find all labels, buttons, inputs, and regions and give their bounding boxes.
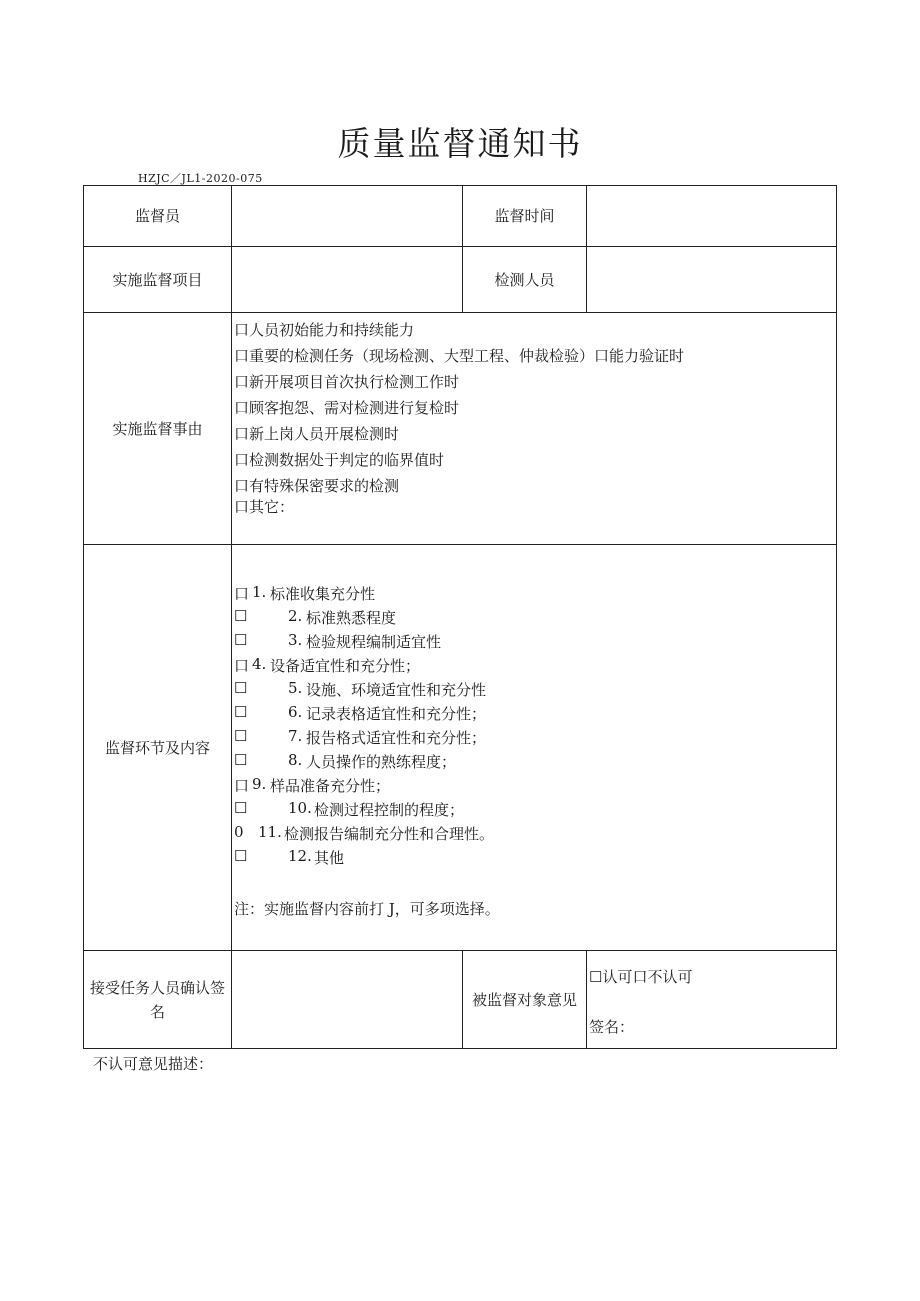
reason-option[interactable]: 口有特殊保密要求的检测 [234,477,400,495]
content-item-text: 标准收集充分性 [270,585,376,603]
content-item[interactable] [234,823,634,845]
content-item[interactable] [234,655,634,677]
content-item-text: 标准熟悉程度 [306,609,397,627]
content-item-number: 5. [288,679,303,697]
confirm-signature-label [84,951,231,1048]
checkbox-icon[interactable]: 口 [234,777,250,795]
checkbox-icon[interactable]: ☐ [234,799,248,817]
reason-option[interactable]: 口检测数据处于判定的临界值时 [234,451,445,469]
supervision-time-field[interactable] [587,186,836,246]
reason-option[interactable]: 口新上岗人员开展检测时 [234,425,400,443]
content-item-number: 4. [252,655,267,673]
content-item[interactable] [234,703,634,725]
checkbox-icon[interactable]: ☐ [234,631,248,649]
checkbox-icon[interactable]: 0 [234,823,244,841]
checkbox-icon[interactable]: ☐ [234,847,248,865]
content-item-number: 7. [288,727,303,745]
content-label: 监督环节及内容 [104,738,210,757]
content-item[interactable] [234,631,634,653]
document-code: HZJC／JL1-2020-075 [138,172,263,185]
disapproval-description-label: 不认可意见描述： [93,1055,214,1073]
reason-option[interactable]: 口顾客抱怨、需对检测进行复检时 [234,399,460,417]
confirm-signature-label-line2: 名 [149,1002,165,1021]
content-item-number: 3. [288,631,303,649]
content-item-text: 报告格式适宜性和充分性； [306,729,487,747]
reason-option[interactable]: 口人员初始能力和持续能力 [234,321,415,339]
content-item[interactable] [234,847,634,869]
supervision-time-label: 监督时间 [494,207,555,225]
content-item[interactable] [234,799,634,821]
signature-label: 签名： [589,1018,635,1036]
content-item-text: 人员操作的熟练程度； [306,753,457,771]
content-item-number: 12. [288,847,312,865]
content-item[interactable] [234,607,634,629]
checkbox-icon[interactable]: ☐ [234,607,248,625]
checkbox-icon[interactable]: ☐ [234,703,248,721]
confirm-signature-label-line1: 接受任务人员确认签 [89,978,225,997]
inspector-label: 检测人员 [494,270,555,289]
reason-option[interactable]: 口新开展项目首次执行检测工作时 [234,373,460,391]
opinion-label: 被监督对象意见 [471,990,577,1009]
project-label: 实施监督项目 [112,270,203,289]
confirm-signature-field[interactable] [232,951,462,1048]
checkbox-icon[interactable]: ☐ [234,727,248,745]
content-item-number: 10. [288,799,312,817]
content-item-number: 11. [258,823,282,841]
project-field[interactable] [232,247,462,312]
checkbox-icon[interactable]: ☐ [234,679,248,697]
content-item[interactable] [234,679,634,701]
content-item-text: 检验规程编制适宜性 [306,633,442,651]
content-item[interactable] [234,751,634,773]
content-item-text: 其他 [314,849,345,867]
content-item-text: 设备适宜性和充分性； [270,657,421,675]
checkbox-icon[interactable]: ☐ [234,751,248,769]
opinion-options[interactable]: ☐认可口不认可 [589,968,693,986]
checkbox-icon[interactable]: 口 [234,585,250,603]
content-item-number: 6. [288,703,303,721]
reason-label: 实施监督事由 [112,419,203,438]
content-item-number: 9. [252,775,267,793]
content-item-text: 检测过程控制的程度； [314,801,465,819]
inspector-field[interactable] [587,247,836,312]
supervisor-field[interactable] [232,186,462,246]
content-item[interactable] [234,583,634,605]
reason-option[interactable]: 口其它： [234,498,295,516]
content-item-text: 设施、环境适宜性和充分性 [306,681,487,699]
content-item-text: 记录表格适宜性和充分性； [306,705,487,723]
supervisor-label: 监督员 [134,207,180,225]
content-item-text: 样品准备充分性； [270,777,391,795]
selection-note: 注：实施监督内容前打 J，可多项选择。 [234,900,500,918]
content-item-text: 检测报告编制充分性和合理性。 [284,825,495,843]
content-item-number: 8. [288,751,303,769]
document-title: 质量监督通知书 [337,124,583,163]
content-item[interactable] [234,727,634,749]
content-item-number: 1. [252,583,267,601]
checkbox-icon[interactable]: 口 [234,657,250,675]
content-item-number: 2. [288,607,303,625]
content-item[interactable] [234,775,634,797]
reason-option[interactable]: 口重要的检测任务（现场检测、大型工程、仲裁检验）口能力验证时 [234,347,685,365]
